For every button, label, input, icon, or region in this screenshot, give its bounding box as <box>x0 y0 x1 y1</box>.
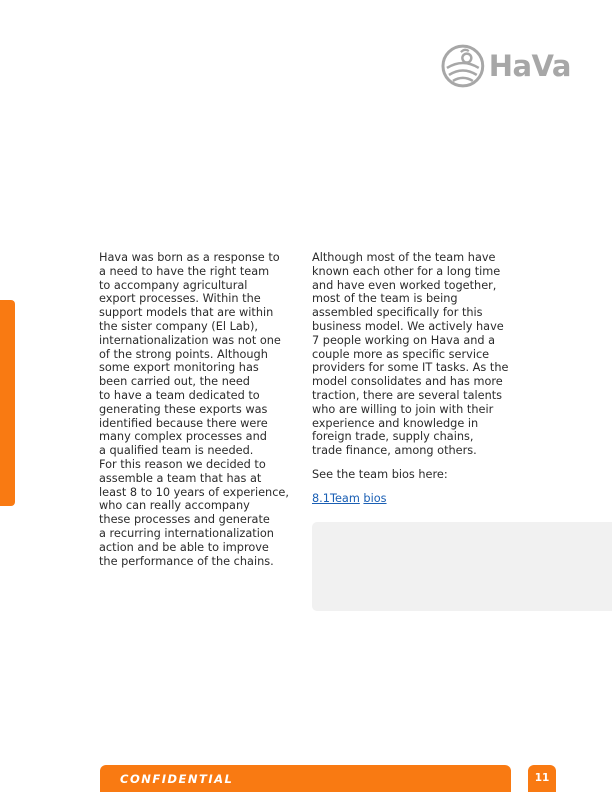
text-line: 7 people working on Hava and a <box>312 333 496 347</box>
paragraph-gap <box>312 482 518 492</box>
text-line: and have even worked together, <box>312 278 497 292</box>
text-line: of the strong points. Although <box>99 347 268 361</box>
text-line: providers for some IT tasks. As the <box>312 361 509 375</box>
text-line: export processes. Within the <box>99 292 261 306</box>
text-line: couple more as specific service <box>312 347 490 361</box>
right-text-column <box>312 251 518 506</box>
text-line: traction, there are several talents <box>312 388 503 402</box>
hava-logo <box>441 43 571 89</box>
text-line: a recurring internationalization <box>99 526 274 540</box>
text-line: these processes and generate <box>99 513 270 527</box>
text-line: action and be able to improve <box>99 540 269 554</box>
page-number-box <box>528 765 556 792</box>
text-line: model consolidates and has more <box>312 375 503 389</box>
text-line: generating these exports was <box>99 402 268 416</box>
paragraph-gap <box>312 458 518 468</box>
text-line: most of the team is being <box>312 292 458 306</box>
text-line: who can really accompany <box>99 499 250 513</box>
text-line: experience and knowledge in <box>312 416 479 430</box>
text-line: trade finance, among others. <box>312 444 477 458</box>
text-line: assembled specifically for this <box>312 306 483 320</box>
text-line: who are willing to join with their <box>312 402 494 416</box>
text-line: Hava was born as a response to <box>99 251 280 264</box>
text-line: business model. We actively have <box>312 319 504 333</box>
text-line: assemble a team that has at <box>99 471 262 485</box>
text-line: to accompany agricultural <box>99 278 248 292</box>
text-line: Although most of the team have <box>312 251 496 264</box>
text-line: foreign trade, supply chains, <box>312 430 474 444</box>
page-number: 11 <box>534 772 550 784</box>
text-line: to have a team dedicated to <box>99 388 260 402</box>
text-line: known each other for a long time <box>312 264 501 278</box>
team-bios-link[interactable]: 8.1Team <box>312 491 360 505</box>
text-line: a need to have the right team <box>99 264 270 278</box>
text-line: identified because there were <box>99 416 268 430</box>
confidential-label: CONFIDENTIAL <box>120 772 234 786</box>
text-line: the performance of the chains. <box>99 554 274 568</box>
text-line: the sister company (El Lab), <box>99 319 258 333</box>
side-accent-tab <box>0 300 15 506</box>
bios-intro-text: See the team bios here: <box>312 467 448 481</box>
footer-confidential-bar <box>100 765 511 792</box>
text-line: some export monitoring has <box>99 361 259 375</box>
text-line: a qualified team is needed. <box>99 444 254 458</box>
text-line: least 8 to 10 years of experience, <box>99 485 289 499</box>
globe-leaf-logo-icon <box>441 44 485 88</box>
text-line: support models that are within <box>99 306 274 320</box>
team-bios-link-line <box>312 492 518 506</box>
logo-wordmark: HaVa <box>488 49 571 83</box>
text-line: many complex processes and <box>99 430 267 444</box>
placeholder-panel <box>312 522 612 611</box>
left-text-column <box>99 251 299 568</box>
text-line: internationalization was not one <box>99 333 281 347</box>
bios-link[interactable]: bios <box>363 491 387 505</box>
text-line: For this reason we decided to <box>99 457 266 471</box>
text-line: been carried out, the need <box>99 375 250 389</box>
